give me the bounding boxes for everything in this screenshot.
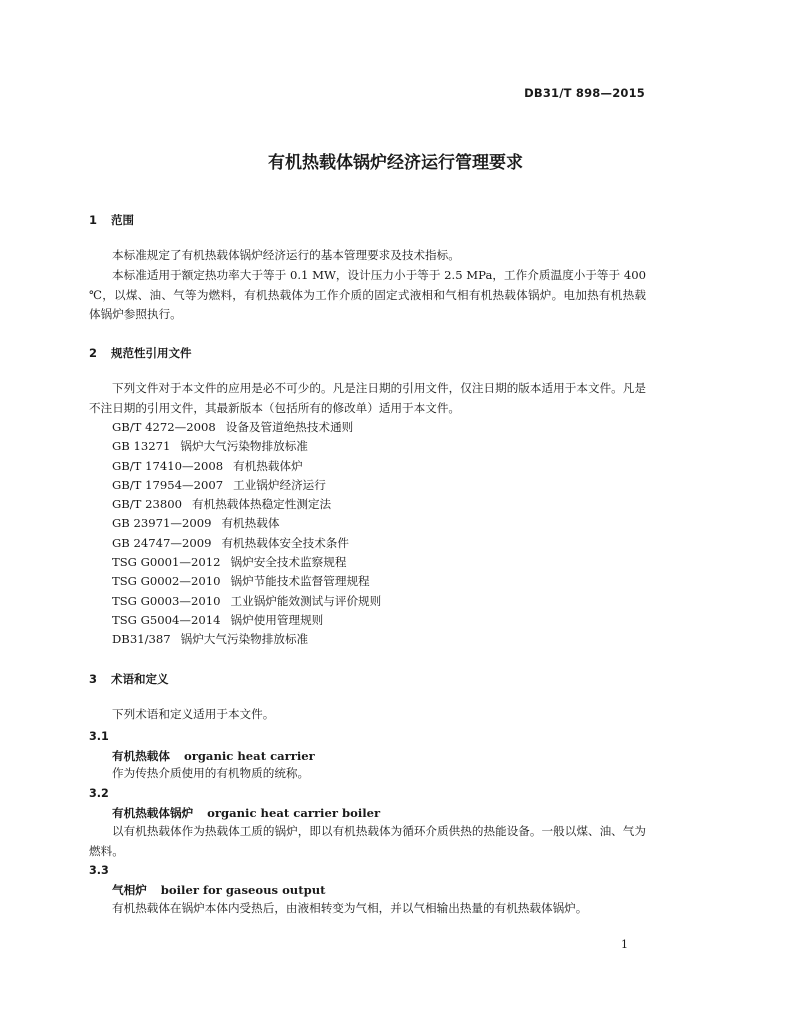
- reference-title: 锅炉安全技术监察规程: [230, 555, 347, 570]
- reference-title: 锅炉节能技术监督管理规程: [230, 574, 370, 589]
- reference-code: TSG G0001—2012: [112, 555, 221, 570]
- reference-item: [112, 611, 652, 630]
- document-title: 有机热载体锅炉经济运行管理要求: [268, 153, 523, 173]
- term-name-en: organic heat carrier boiler: [207, 806, 381, 820]
- reference-item: [112, 553, 652, 572]
- reference-item: [112, 514, 652, 533]
- term-name-zh: 气相炉: [112, 883, 147, 897]
- section-title: 规范性引用文件: [111, 346, 192, 360]
- reference-code: DB31/387: [112, 632, 171, 647]
- term-number: 3.2: [89, 787, 109, 800]
- term-definition: 作为传热介质使用的有机物质的统称。: [112, 766, 310, 780]
- reference-item: [112, 534, 652, 553]
- reference-code: GB/T 23800: [112, 497, 182, 512]
- reference-list: [112, 418, 652, 650]
- page-number: 1: [621, 938, 628, 951]
- section-title: 术语和定义: [111, 672, 169, 686]
- reference-title: 有机热载体安全技术条件: [221, 535, 349, 550]
- reference-item: [112, 572, 652, 591]
- reference-item: [112, 476, 652, 495]
- term-name: [112, 748, 315, 764]
- term-definition: 有机热载体在锅炉本体内受热后，由液相转变为气相，并以气相输出热量的有机热载体锅炉。: [112, 901, 588, 915]
- reference-item: [112, 418, 652, 437]
- reference-title: 工业锅炉经济运行: [233, 477, 326, 492]
- reference-code: TSG G5004—2014: [112, 612, 221, 627]
- term-definition: 以有机热载体作为热载体工质的锅炉，即以有机热载体为循环介质供热的热能设备。一般以煤、油、气为燃料。: [89, 824, 646, 858]
- reference-code: GB 13271: [112, 439, 171, 454]
- section-number: 1: [89, 213, 98, 227]
- reference-code: GB/T 4272—2008: [112, 420, 216, 434]
- normative-references-intro: 下列文件对于本文件的应用是必不可少的。凡是注日期的引用文件，仅注日期的版本适用于本文件。凡是不注日期的引用文件，其最新版本（包括所有的修改单）适用于本文件。: [89, 381, 646, 415]
- scope-paragraph-1: 本标准规定了有机热载体锅炉经济运行的基本管理要求及技术指标。: [112, 248, 460, 262]
- section-3-heading: [89, 671, 169, 687]
- term-name: [112, 805, 380, 821]
- term-name-en: boiler for gaseous output: [160, 883, 326, 897]
- reference-item: [112, 592, 652, 611]
- term-name-en: organic heat carrier: [183, 749, 315, 763]
- reference-code: GB/T 17954—2007: [112, 477, 224, 492]
- reference-title: 工业锅炉能效测试与评价规则: [230, 593, 382, 608]
- reference-item: [112, 437, 652, 456]
- reference-code: GB 24747—2009: [112, 535, 212, 550]
- section-title: 范围: [111, 213, 135, 227]
- reference-title: 有机热载体: [221, 516, 280, 531]
- term-name-zh: 有机热载体: [112, 749, 170, 763]
- reference-item: [112, 457, 652, 476]
- section-1-heading: [89, 212, 134, 228]
- reference-item: [112, 630, 652, 649]
- reference-title: 有机热载体热稳定性测定法: [192, 497, 332, 512]
- reference-code: GB/T 17410—2008: [112, 458, 224, 473]
- section-number: 2: [89, 346, 98, 360]
- term-number: 3.3: [89, 864, 109, 877]
- reference-item: [112, 495, 652, 514]
- reference-title: 锅炉使用管理规则: [230, 612, 324, 627]
- document-number: DB31/T 898—2015: [524, 86, 645, 100]
- scope-paragraph-2: 本标准适用于额定热功率大于等于 0.1 MW，设计压力小于等于 2.5 MPa，工作介质温度小于等于 400 ℃，以煤、油、气等为燃料，有机热载体为工作介质的固定式液相和气相有机热载体锅炉。电加热有机热载体锅炉参照执行。: [89, 268, 646, 321]
- reference-code: GB 23971—2009: [112, 516, 212, 531]
- term-name: [112, 882, 326, 898]
- terms-intro: 下列术语和定义适用于本文件。: [112, 707, 275, 721]
- term-number: 3.1: [89, 730, 109, 743]
- reference-code: TSG G0002—2010: [112, 574, 221, 589]
- reference-title: 锅炉大气污染物排放标准: [180, 632, 309, 647]
- reference-code: TSG G0003—2010: [112, 593, 221, 608]
- section-number: 3: [89, 672, 98, 686]
- term-name-zh: 有机热载体锅炉: [112, 806, 194, 820]
- reference-title: 有机热载体炉: [233, 458, 303, 473]
- reference-title: 锅炉大气污染物排放标准: [180, 439, 308, 454]
- section-2-heading: [89, 345, 192, 361]
- reference-title: 设备及管道绝热技术通则: [225, 420, 354, 434]
